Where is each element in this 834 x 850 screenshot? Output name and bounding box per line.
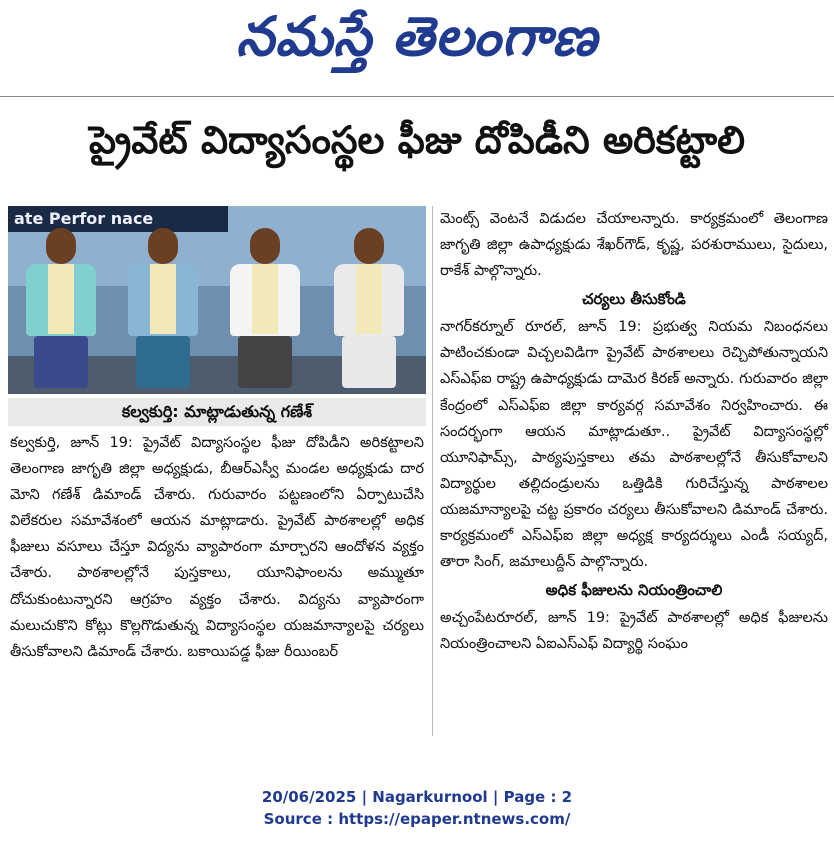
section-1-text: నాగర్‌కర్నూల్ రూరల్, జూన్ 19: ప్రభుత్వ నియమ నిబంధనలు పాటించకుండా విచ్చలవిడిగా ప్రైవేట్ పాఠశాలలు రెచ్చిపోతున్నాయని ఎస్‌ఎఫ్‌ఐ రాష్ట్ర ఉపాధ్యక్షుడు దామెర కిరణ్ అన్నారు. గురువారం జిల్లా కేంద్రంలో ఎస్‌ఎఫ్‌ఐ జిల్లా కార్యవర్గ సమావేశం నిర్వహించారు. ఈ సందర్భంగా ఆయన మాట్లాడుతూ.. ప్రైవేట్ విద్యాసంస్థల్లో యూనిఫామ్స్, పాఠ్యపుస్తకాలు తమ పాఠశాలల్లోనే తీసుకోవాలని విద్యార్థుల తల్లిదండ్రులను ఒత్తిడికి గురిచేస్తున్న పాఠశాలల యజమాన్యాలపై చట్ట ప్రకారం చర్యలు తీసుకోవాలని డిమాండ్ చేశారు. కార్యక్రమంలో ఎస్‌ఎఫ్‌ఐ జిల్లా అధ్యక్ష కార్యదర్శులు ఎండీ సయ్యద్, తారా సింగ్, జమాలుద్దీన్ పాల్గొన్నారు. — [440, 319, 828, 571]
photo-caption: కల్వకుర్తి: మాట్లాడుతున్న గణేశ్ — [8, 398, 426, 426]
photo-sign-text: ate Perfor nace — [14, 209, 154, 228]
section-2-text: అచ్చంపేటరూరల్, జూన్ 19: ప్రైవేట్ పాఠశాలల్లో అధిక ఫీజులను నియంత్రించాలని ఏఐఎస్‌ఎఫ్ విద్యార్థి సంఘం — [440, 610, 828, 653]
person-1 — [26, 228, 96, 388]
person-4 — [334, 228, 404, 388]
left-column-text: కల్వకుర్తి, జూన్ 19: ప్రైవేట్ విద్యాసంస్థల ఫీజు దోపిడీని అరికట్టాలని తెలంగాణ జాగృతి జిల్లా అధ్యక్షుడు, బీఆర్ఎస్వీ మండల అధ్యక్షుడు దార మోని గణేశ్ డిమాండ్ చేశారు. గురువారం పట్టణంలోని ఏర్పాటుచేసి విలేకరుల సమావేశంలో ఆయన మాట్లాడారు. ప్రైవేట్ పాఠశాలల్లో అధిక ఫీజులు వసూలు చేస్తూ విద్యను వ్యాపారంగా మార్చారని ఆందోళన వ్యక్తం చేశారు. పాఠశాలల్లోనే పుస్తకాలు, యూనిఫాంలను అమ్ముతూ దోచుకుంటున్నారని ఆగ్రహం వ్యక్తం చేశారు. విద్యను వ్యాపారంగా మలుచుకొని కోట్లు కొల్లగొడుతున్న విద్యాసంస్థల యజమాన్యాలపై చర్యలు తీసుకోవాలని డిమాండ్ చేశారు. బకాయిపడ్డ ఫీజు రీయింబర్ — [10, 435, 424, 660]
top-divider — [0, 96, 834, 97]
right-column — [440, 206, 828, 657]
masthead — [0, 0, 834, 82]
footer-date-line: 20/06/2025 | Nagarkurnool | Page : 2 — [261, 788, 573, 806]
subhead-1: చర్యలు తీసుకోండి — [582, 290, 686, 309]
newspaper-logo: నమస్తే తెలంగాణ — [236, 5, 598, 68]
person-3 — [230, 228, 300, 388]
right-column-intro: మెంట్స్ వెంటనే విడుదల చేయాలన్నారు. కార్యక్రమంలో తెలంగాణ జాగృతి జిల్లా ఉపాధ్యక్షుడు శేఖర్‌గౌడ్, కృష్ణ, పరశురాములు, సైదులు, రాకేశ్ పాల్గొన్నారు. — [440, 211, 828, 280]
left-column — [10, 430, 424, 665]
footer-source-line: Source : https://epaper.ntnews.com/ — [263, 810, 571, 828]
footer — [0, 786, 834, 830]
column-divider — [432, 206, 433, 736]
person-2 — [128, 228, 198, 388]
article-headline: ప్రైవేట్ విద్యాసంస్థల ఫీజు దోపిడీని అరికట్టాలి — [88, 118, 746, 162]
article-photo — [8, 206, 426, 394]
subhead-2: అధిక ఫీజులను నియంత్రించాలి — [545, 581, 723, 600]
